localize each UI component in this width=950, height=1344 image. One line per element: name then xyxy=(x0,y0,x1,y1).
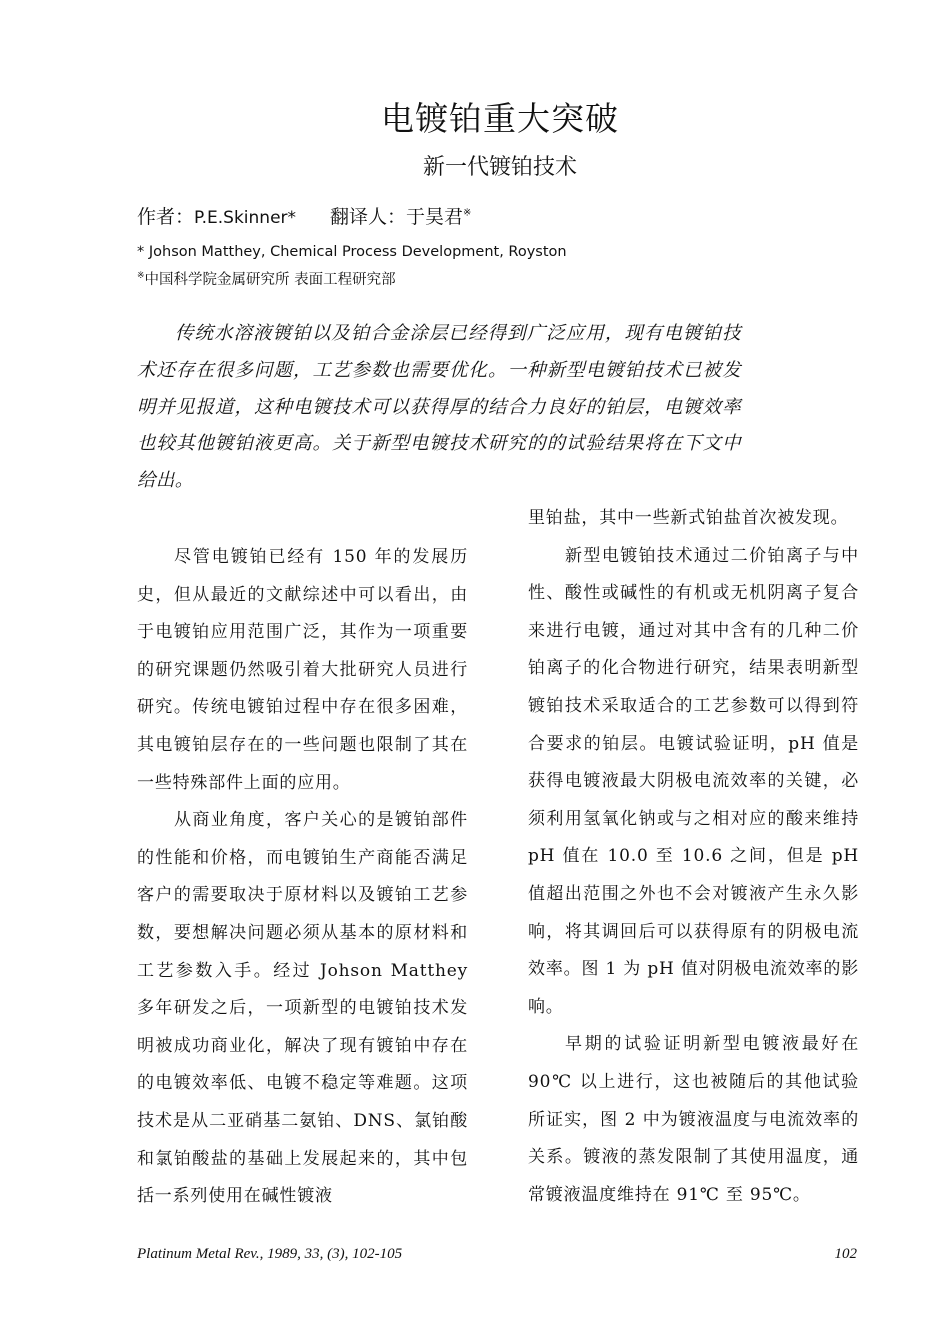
paper-subtitle: 新一代镀铂技术 xyxy=(422,155,577,180)
affiliation-1: * Johson Matthey, Chemical Process Development, Royston xyxy=(137,244,567,260)
author-line xyxy=(137,202,471,229)
affiliation-2-mark: ※ xyxy=(137,271,145,282)
paper-title: 电镀铂重大突破 xyxy=(381,99,619,138)
page-number: 102 xyxy=(834,1246,857,1262)
right-paragraph-continuation: 里铂盐，其中一些新式铂盐首次被发现。 xyxy=(528,508,849,528)
translator-label: 翻译人：于昊君 xyxy=(330,206,464,228)
abstract: 传统水溶液镀铂以及铂合金涂层已经得到广泛应用，现有电镀铂技术还存在很多问题，工艺参数也需要优化。一种新型电镀铂技术已被发明并见报道，这种电镀技术可以获得厚的结合力良好的铂层，电镀效率也较其他镀铂液更高。关于新型电镀技术研究的的试验结果将在下文中给出。 xyxy=(137,323,741,492)
left-paragraph-1: 尽管电镀铂已经有 150 年的发展历史，但从最近的文献综述中可以看出，由于电镀铂应用范围广泛，其作为一项重要的研究课题仍然吸引着大批研究人员进行研究。传统电镀铂过程中存在很多困难，其电镀铂层存在的一些问题也限制了其在一些特殊部件上面的应用。 xyxy=(137,547,468,793)
author-label: 作者： xyxy=(137,206,195,228)
footer-citation: Platinum Metal Rev., 1989, 33, (3), 102-105 xyxy=(137,1246,403,1262)
left-paragraph-2: 从商业角度，客户关心的是镀铂部件的性能和价格，而电镀铂生产商能否满足客户的需要取决于原材料以及镀铂工艺参数，要想解决问题必须从基本的原材料和工艺参数入手。经过 Johson Matthey 多年研发之后，一项新型的电镀铂技术发明被成功商业化，解决了现有镀铂中存在的电镀效率低、电镀不稳定等难题。这项技术是从二亚硝基二氨铂、DNS、氯铂酸和氯铂酸盐的基础上发展起来的，其中包括一系列使用在碱性镀液 xyxy=(137,810,468,1207)
author-name: P.E.Skinner* xyxy=(194,208,297,228)
left-column xyxy=(137,539,468,1216)
right-column xyxy=(528,500,859,1214)
affiliation-2-line xyxy=(137,268,396,289)
right-paragraph-2: 早期的试验证明新型电镀液最好在 90℃ 以上进行，这也被随后的其他试验所证实，图 2 中为镀液温度与电流效率的关系。镀液的蒸发限制了其使用温度，通常镀液温度维持在 91℃ 至 95℃。 xyxy=(528,1034,859,1205)
affiliation-2: 中国科学院金属研究所 表面工程研究部 xyxy=(144,272,396,288)
translator-mark: ※ xyxy=(463,207,472,219)
right-paragraph-1: 新型电镀铂技术通过二价铂离子与中性、酸性或碱性的有机或无机阴离子复合来进行电镀，通过对其中含有的几种二价铂离子的化合物进行研究，结果表明新型镀铂技术采取适合的工艺参数可以得到符合要求的铂层。电镀试验证明，pH 值是获得电镀液最大阴极电流效率的关键，必须利用氢氧化钠或与之相对应的酸来维持 pH 值在 10.0 至 10.6 之间，但是 pH 值超出范围之外也不会对镀液产生永久影响，将其调回后可以获得原有的阴极电流效率。图 1 为 pH 值对阴极电流效率的影响。 xyxy=(528,545,859,1017)
